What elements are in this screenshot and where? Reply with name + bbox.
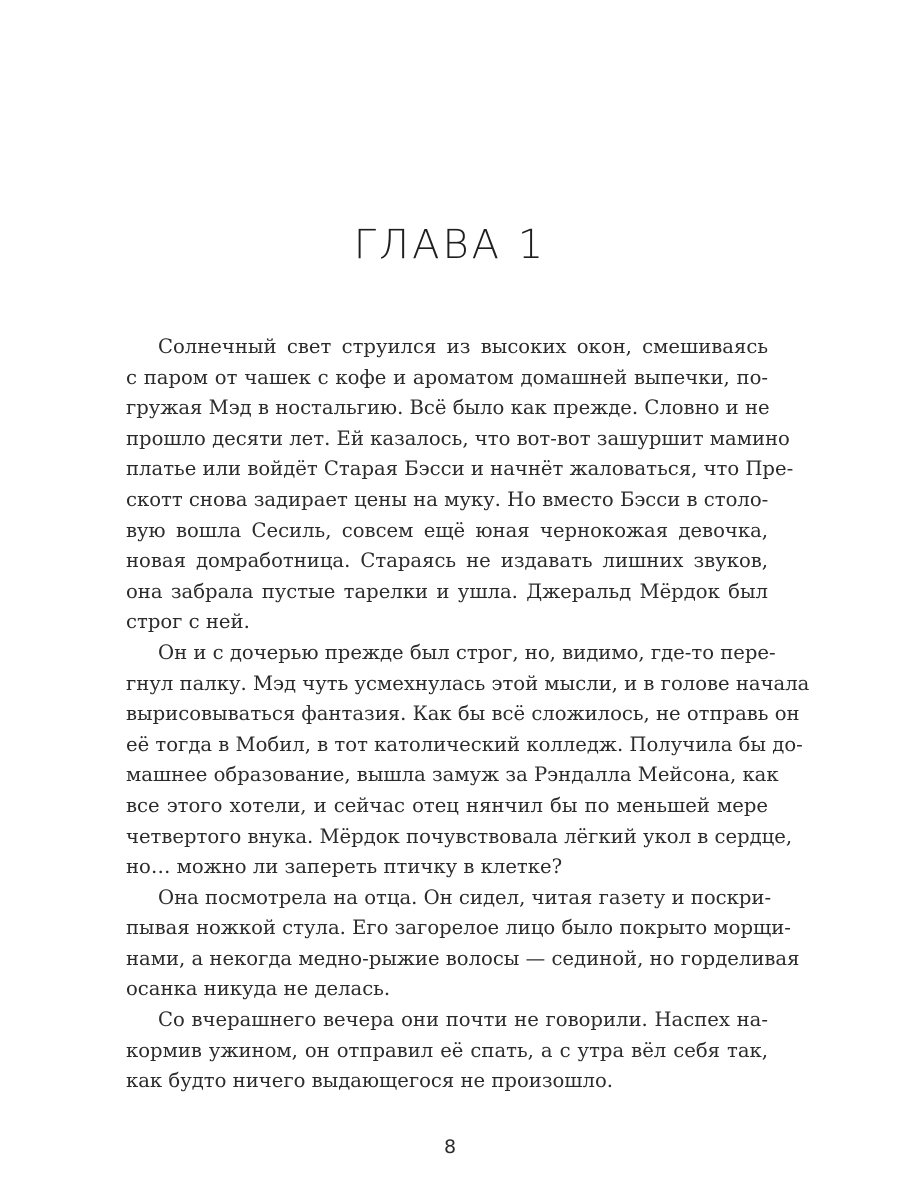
text-line: нами, а некогда медно-рыжие волосы — сединой, но горделивая (126, 946, 800, 970)
text-line: гружая Мэд в ностальгию. Всё было как прежде. Словно и не (126, 396, 770, 420)
text-line: Солнечный свет струился из высоких окон, смешиваясь (158, 335, 768, 358)
chapter-title: ГЛАВА 1 (353, 222, 547, 268)
text-line: четвертого внука. Мёрдок почувствовала лёгкий укол в сердце, (126, 824, 793, 848)
text-line: Он и с дочерью прежде был строг, но, видимо, где-то пере- (158, 640, 776, 664)
text-line: скотт снова задирает цены на муку. Но вместо Бэсси в столо- (126, 487, 769, 511)
chapter-body (126, 332, 810, 1097)
text-line: осанка никуда не делась. (126, 977, 391, 1001)
text-line: новая домработница. Стараясь не издавать лишних звуков, (126, 549, 768, 573)
text-line: пывая ножкой стула. Его загорелое лицо было покрыто морщи- (126, 916, 791, 940)
text-line: но… можно ли запереть птичку в клетке? (126, 855, 563, 879)
text-line: прошло десяти лет. Ей казалось, что вот-вот зашуршит мамино (126, 426, 790, 450)
text-line: с паром от чашек с кофе и ароматом домашней выпечки, по- (126, 365, 768, 389)
text-line: кормив ужином, он отправил её спать, а с утра вёл себя так, (126, 1038, 768, 1062)
text-line: платье или войдёт Старая Бэсси и начнёт жаловаться, что Пре- (126, 457, 794, 481)
text-line: все этого хотели, и сейчас отец нянчил бы по меньшей мере (126, 793, 768, 817)
text-line: Она посмотрела на отца. Он сидел, читая газету и поскри- (158, 885, 772, 909)
text-line: её тогда в Мобил, в тот католический колледж. Получила бы до- (126, 732, 803, 756)
paragraph-3 (126, 883, 800, 1005)
text-line: как будто ничего выдающегося не произошло. (126, 1069, 613, 1093)
text-line: она забрала пустые тарелки и ушла. Джеральд Мёрдок был (126, 579, 768, 603)
text-line: вырисовываться фантазия. Как бы всё сложилось, не отправь он (126, 702, 800, 726)
paragraph-4 (126, 1005, 768, 1097)
paragraph-1 (126, 332, 794, 638)
text-line: Со вчерашнего вечера они почти не говорили. Наспех на- (158, 1008, 768, 1032)
page-number: 8 (443, 1136, 457, 1158)
paragraph-2 (126, 638, 810, 883)
text-line: вую вошла Сесиль, совсем ещё юная чернокожая девочка, (126, 518, 768, 542)
text-line: гнул палку. Мэд чуть усмехнулась этой мысли, и в голове начала (126, 671, 810, 695)
text-line: машнее образование, вышла замуж за Рэндалла Мейсона, как (126, 763, 779, 787)
text-line: строг с ней. (126, 610, 250, 634)
